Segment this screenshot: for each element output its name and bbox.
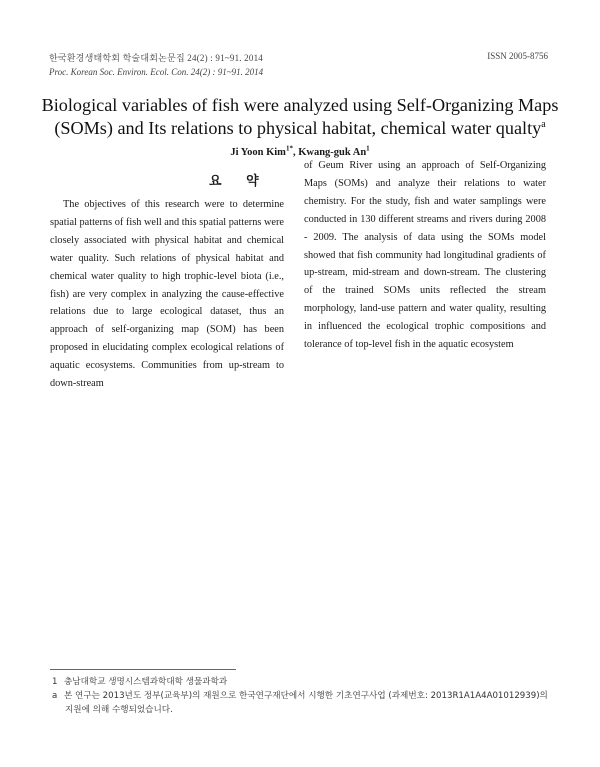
paper-title bbox=[40, 94, 560, 140]
issn-label: ISSN 2005-8756 bbox=[487, 51, 548, 61]
footnote-text: 본 연구는 2013년도 정부(교육부)의 재원으로 한국연구재단에서 시행한 기초연구사업 (과제번호: 2013R1A1A4A01012939)의 bbox=[64, 691, 548, 701]
author-name: Kwang-guk An bbox=[298, 147, 367, 158]
footnote-divider bbox=[50, 669, 236, 670]
journal-header-korean: 한국환경생태학회 학술대회논문집 24(2) : 91~91. 2014 bbox=[49, 53, 263, 63]
abstract-heading: 요 약 bbox=[209, 174, 269, 189]
title-superscript: a bbox=[541, 118, 546, 130]
author-name: Ji Yoon Kim bbox=[230, 147, 286, 158]
abstract-left-column: The objectives of this research were to determine spatial patterns of fish well and this spatial patterns were closely associated with physical habitat and chemical water quality. Such relations of physical habitat and chemical water quality to high trophic-level biota (i.e., fish) are very complex in analyzing the cause-effective relations due to large ecological dataset, thus an approach of self-organizing map (SOM) has been proposed in elucidating complex ecological relations of aquatic ecosystems. Communities from up-stream to down-stream bbox=[50, 199, 284, 390]
title-line-1: Biological variables of fish were analyzed using Self-Organizing Maps bbox=[41, 95, 559, 115]
footnote-text: 충남대학교 생명시스템과학대학 생물과학과 bbox=[64, 677, 228, 687]
author-affiliation-mark: 1* bbox=[285, 144, 293, 153]
footnote-mark: a bbox=[52, 691, 58, 701]
abstract-right-column: of Geum River using an approach of Self-Organizing Maps (SOMs) and analyze their relations to water chemistry. For the study, fish and water samplings were conducted in 130 different streams and rivers during 2008 - 2009. The analysis of data using the SOMs model showed that fish community had longitudinal gradients of up-stream, mid-stream and down-stream. The clustering of the trained SOMs units reflected the stream morphology, land-use pattern and water quality, resulting in influenced the ecological trophic compositions and tolerance of top-level fish in the aquatic ecosystem bbox=[304, 160, 546, 351]
title-line-2: (SOMs) and Its relations to physical habitat, chemical water qualty bbox=[54, 118, 542, 138]
author-separator: , bbox=[292, 147, 299, 158]
author-affiliation-mark: 1 bbox=[366, 144, 370, 153]
footnote-funding bbox=[52, 689, 552, 717]
journal-header-english: Proc. Korean Soc. Environ. Ecol. Con. 24(2) : 91~91. 2014 bbox=[49, 67, 264, 77]
footnote-mark: 1 bbox=[52, 677, 58, 687]
footnote-text-continued: 지원에 의해 수행되었습니다. bbox=[65, 705, 173, 715]
footnote-affiliation bbox=[52, 675, 227, 689]
